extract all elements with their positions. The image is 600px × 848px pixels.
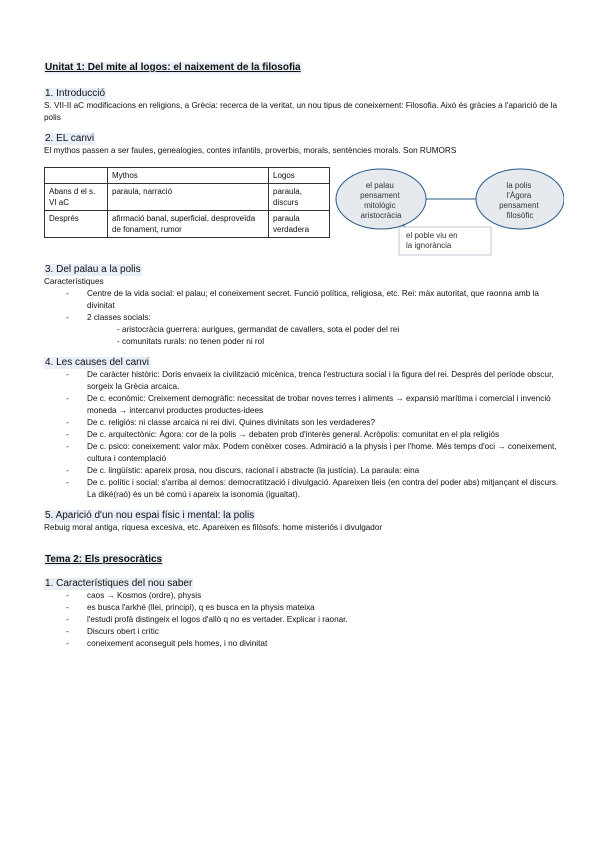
table-cell: paraula verdadera (269, 211, 330, 238)
list-item: - De c. polític i social: s'arriba al demos: democratització i divulgació. Apareixen lleis (en contra del poder abs) mitjançant el discurs. La diké(raó) és un bé comú i apareix la isonomia (igualtat). (44, 477, 564, 501)
palau-polis-diagram (334, 167, 564, 257)
list-item: - De c. econòmic: Creixement demogràfic: necessitat de trobar noves terres i aliments → expansió marítima i comercial i invenció moneda → intercanvi productes productes-idees (44, 393, 564, 417)
section-palau-polis-title: 3. Del palau a la polis (45, 264, 141, 275)
table-row (45, 168, 330, 184)
section-palau-polis-sub: Característiques (44, 277, 104, 286)
unit1-title: Unitat 1: Del mite al logos: el naixement de la filosofia (45, 62, 301, 73)
mythos-logos-table (44, 167, 330, 238)
section-canvi-text: El mythos passen a ser faules, genealogies, contes infantils, proverbis, morals, sentències morals. Son RUMORS (44, 146, 457, 155)
list-item: - Centre de la vida social: el palau; el coneixement secret. Funció política, religiosa, etc. Rei: màx autoritat, que raonna amb la divinitat (44, 288, 564, 312)
table-header-cell: Mythos (108, 168, 269, 184)
table-cell: Després (45, 211, 108, 238)
caracteristiques-list (44, 590, 564, 650)
social-classes-list (87, 324, 564, 348)
sub-list-item: - aristocràcia guerrera: aurigues, germandat de cavallers, sota el poder del rei (117, 324, 564, 336)
list-item: - De c. arquitectònic: Àgora: cor de la polis → debaten prob d'interès general. Acròpolis: comunitat en el pla religiós (44, 429, 564, 441)
section-aparicio (44, 510, 564, 534)
section-intro-title: 1. Introducció (45, 88, 106, 99)
list-item: - coneixement aconseguit pels homes, i no divinitat (44, 638, 564, 650)
causes-list (44, 369, 564, 501)
list-item: - De c. lingüístic: apareix prosa, nou discurs, racional i abstracte (la justícia). La paraula: eina (44, 465, 564, 477)
section-intro (44, 88, 564, 124)
table-row (45, 184, 330, 211)
list-item: - De caràcter històric: Doris envaeix la civilització micènica, trenca l'estructura social i la figura del rei. Després del període obscur, sorgeix la Grècia arcaica. (44, 369, 564, 393)
section-canvi-title: 2. EL canvi (45, 133, 95, 144)
section-caracteristiques-title: 1. Característiques del nou saber (45, 578, 193, 589)
table-cell: afirmació banal, superficial, desproveïda de fonament, rumor (108, 211, 269, 238)
section-caracteristiques (44, 578, 564, 650)
document-page (44, 62, 564, 650)
palau-bubble-label: el palau pensament mitològic aristocràcia (360, 181, 402, 220)
table-row (45, 211, 330, 238)
list-item: - De c. psico: coneixement: valor màx. Podem conèixer coses. Admiració a la physis i per l'home. Més temps d'oci → coneixement, cultura i contemplació (44, 441, 564, 465)
list-item-text: 2 classes socials: (87, 313, 151, 322)
list-item: - caos → Kosmos (ordre), physis (44, 590, 564, 602)
unit2-section (44, 554, 564, 650)
table-header-cell (45, 168, 108, 184)
list-item: - es busca l'arkhé (llei, principi), q es busca en la physis mateixa (44, 602, 564, 614)
list-item: - De c. religiós: ni classe arcaica ni rei diví. Quines divinitats son les verdaderes? (44, 417, 564, 429)
palau-list (44, 288, 564, 348)
sub-list-item: - comunitats rurals: no tenen poder ni rol (117, 336, 564, 348)
section-palau-polis (44, 264, 564, 348)
unit2-title: Tema 2: Els presocràtics (45, 554, 163, 565)
section-aparicio-text: Rebuig moral antiga, riquesa excesiva, etc. Apareixen es filòsofs: home misteriós i divulgador (44, 523, 383, 532)
list-item: - Discurs obert i crític (44, 626, 564, 638)
polis-bubble-label: la polis l'Àgora pensament filosòfic (499, 181, 539, 220)
section-causes-title: 4. Les causes del canvi (45, 357, 149, 368)
section-canvi (44, 133, 564, 255)
table-cell: Abans d el s. VI aC (45, 184, 108, 211)
table-diagram-row (44, 167, 564, 255)
list-item (44, 312, 564, 348)
table-cell: paraula, discurs (269, 184, 330, 211)
table-header-cell: Logos (269, 168, 330, 184)
table-cell: paraula, narració (108, 184, 269, 211)
list-item: - l'estudi profà distingeix el logos d'allò q no es vertader. Explicar i raonar. (44, 614, 564, 626)
diagram-note: el poble viu en la ignorància (406, 231, 458, 250)
unit1-section (44, 62, 564, 534)
section-intro-text: S. VII-II aC modificacions en religions, a Grècia: recerca de la veritat, un nou tipus de coneixement: Filosofia. Això és gràcies a l'aparició de la polis (44, 101, 558, 122)
section-aparicio-title: 5. Aparició d'un nou espai físic i mental: la polis (45, 510, 255, 521)
section-causes (44, 357, 564, 501)
